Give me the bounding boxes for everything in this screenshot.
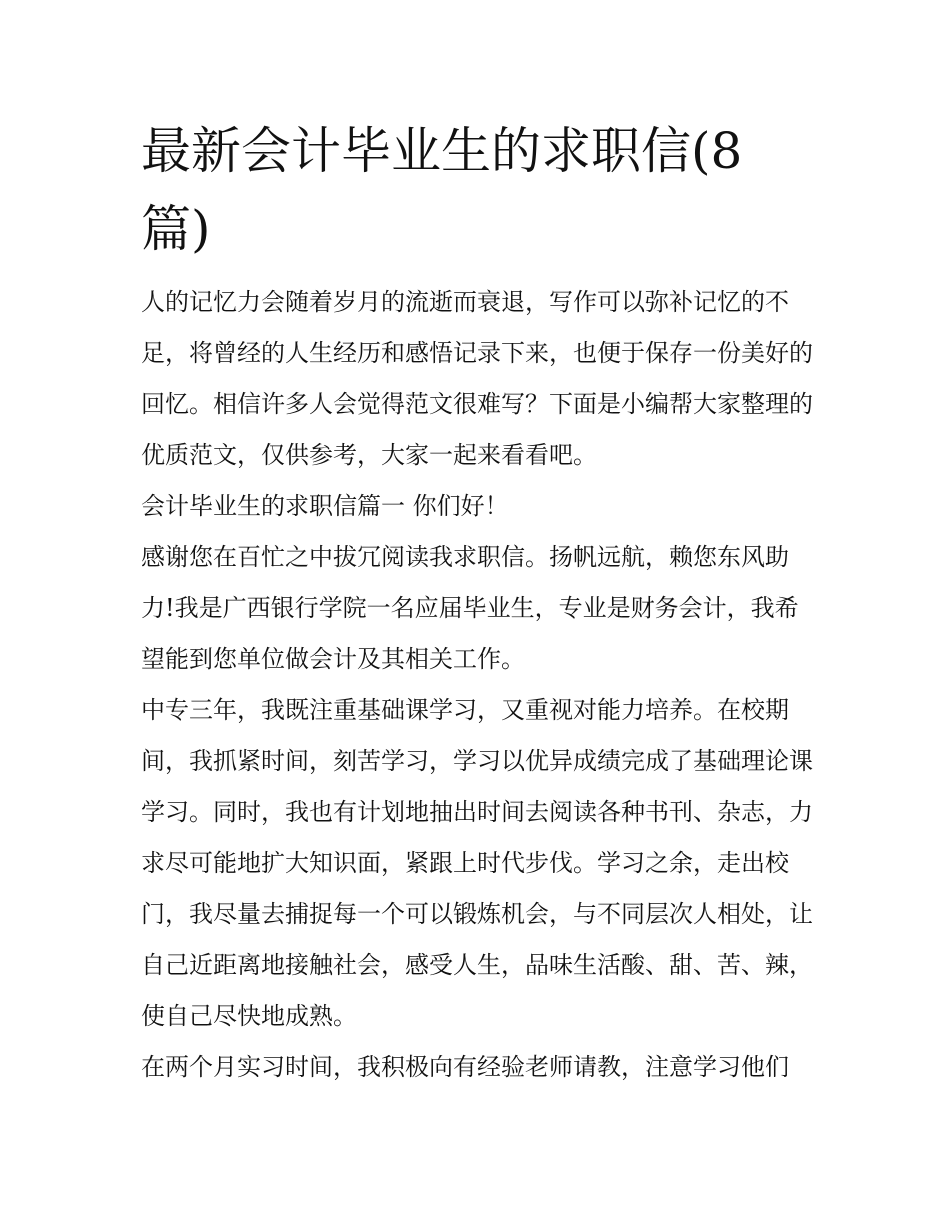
document-title: 最新会计毕业生的求职信(8篇) xyxy=(141,122,743,258)
document-body xyxy=(141,277,817,1093)
paragraph-thanks: 感谢您在百忙之中拔冗阅读我求职信。扬帆远航，赖您东风助力!我是广西银行学院一名应届毕业生，专业是财务会计，我希望能到您单位做会计及其相关工作。 xyxy=(141,543,799,673)
paragraph-intro: 人的记忆力会随着岁月的流逝而衰退，写作可以弥补记忆的不足，将曾经的人生经历和感悟记录下来，也便于保存一份美好的回忆。相信许多人会觉得范文很难写？下面是小编帮大家整理的优质范文，仅供参考，大家一起来看看吧。 xyxy=(141,288,813,469)
paragraph-greeting: 会计毕业生的求职信篇一 你们好！ xyxy=(141,492,509,520)
paragraph-study: 中专三年，我既注重基础课学习，又重视对能力培养。在校期间，我抓紧时间，刻苦学习，学习以优异成绩完成了基础理论课学习。同时，我也有计划地抽出时间去阅读各种书刊、杂志，力求尽可能地扩大知识面，紧跟上时代步伐。学习之余，走出校门，我尽量去捕捉每一个可以锻炼机会，与不同层次人相处，让自己近距离地接触社会，感受人生，品味生活酸、甜、苦、辣，使自己尽快地成熟。 xyxy=(141,696,813,1030)
paragraph-internship: 在两个月实习时间，我积极向有经验老师请教，注意学习他们 xyxy=(141,1053,789,1081)
